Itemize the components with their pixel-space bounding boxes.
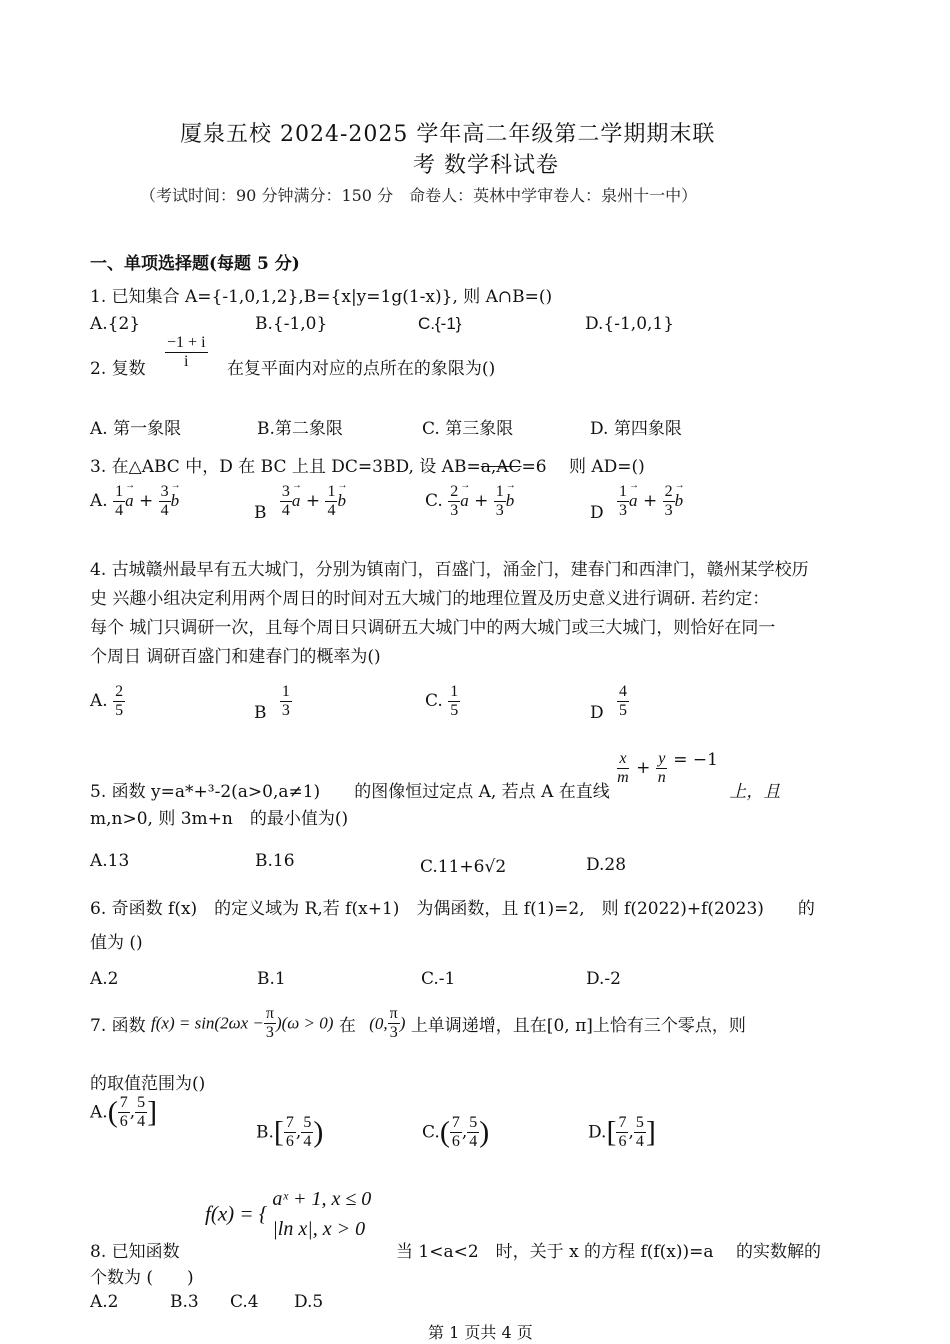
q3-c-coef1-den: 3 [450, 502, 459, 519]
q5-y-num: y [658, 750, 666, 767]
q5-stem-a: 5. 函数 y=a*+³-2(a>0,a≠1) 的图像恒过定点 A, 若点 A 在直线 [90, 782, 610, 802]
title-line-1: 厦泉五校 2024-2025 学年高二年级第二学期期末联 [180, 122, 716, 147]
q7-option-d: D.[ $\frac{7}{6}$ , $\frac{5}{4}$ ] [588, 1114, 656, 1150]
question-8-line-2: 个数为 ( ) [90, 1268, 194, 1288]
q7-d-high-den: 4 [635, 1133, 644, 1150]
q4-option-c [425, 683, 460, 720]
q7-b-left-bracket: [ [273, 1115, 284, 1149]
q7-a-low-den: 6 [119, 1113, 128, 1130]
q2-stem-rest: 在复平面内对应的点所在的象限为() [226, 359, 496, 379]
q7-in: 在 [338, 1016, 356, 1036]
q7-interval-close: ) [399, 1013, 406, 1033]
q6-option-a: A.2 [90, 969, 119, 989]
plus-sign: + [305, 491, 321, 511]
q7-b-low-den: 6 [285, 1133, 294, 1150]
q7-b-high-den: 4 [303, 1133, 312, 1150]
q7-a-low-num: 7 [119, 1094, 128, 1111]
q3-option-d [590, 483, 684, 523]
vector-b: → b [337, 491, 346, 511]
exam-info: （考试时间：90 分钟满分：150 分 命卷人：英林中学审卷人：泉州十一中） [140, 186, 698, 205]
q3-stem-b: =6 则 AD=() [521, 457, 645, 477]
q4-a-num: 2 [115, 683, 124, 700]
q7-c-low-num: 7 [451, 1114, 460, 1131]
section-heading: 一、单项选择题(每题 5 分) [90, 254, 300, 274]
q8-case-2: |ln x|, x > 0 [272, 1218, 366, 1240]
q7-option-d-label: D. [588, 1122, 607, 1143]
q7-c-right-bracket: ) [479, 1115, 490, 1149]
question-6-line-2: 值为 () [90, 933, 143, 953]
q8-option-a: A.2 [90, 1292, 119, 1312]
q3-d-coef2-den: 3 [664, 502, 673, 519]
q7-option-c-label: C. [422, 1122, 440, 1143]
q2-fraction-numerator: −1 + i [167, 334, 206, 351]
q4-d-den: 5 [619, 702, 628, 719]
q4-c-num: 1 [450, 683, 459, 700]
q3-a-coef1-num: 1 [115, 483, 124, 500]
question-4-line-3: 每个 城门只调研一次，且每个周日只调研五大城门中的两大城门或三大城门，则恰好在同一 [90, 618, 776, 638]
q3-option-c [425, 483, 514, 520]
q7-c-left-bracket: ( [439, 1115, 450, 1149]
vector-b: → b [675, 491, 684, 511]
vector-a: → a [460, 491, 469, 511]
q3-c-coef2-den: 3 [495, 502, 504, 519]
vector-a: → a [629, 491, 638, 511]
q7-b-right-bracket: ) [313, 1115, 324, 1149]
q7-d-low-num: 7 [618, 1114, 627, 1131]
q7-d-left-bracket: [ [606, 1115, 617, 1149]
q7-a-right-bracket: ] [147, 1095, 158, 1129]
q5-equals: = −1 [673, 750, 718, 770]
q3-a-coef2-den: 4 [160, 502, 169, 519]
question-8-stem-rest: 当 1<a<2 时，关于 x 的方程 f(f(x))=a 的实数解的 [396, 1242, 821, 1262]
q7-a-high-num: 5 [137, 1094, 146, 1111]
q3-option-b [254, 483, 346, 523]
q2-fraction-denominator: i [184, 353, 189, 370]
q6-option-c: C.-1 [421, 969, 456, 989]
question-5-stem [90, 750, 781, 802]
q7-a-left-bracket: ( [107, 1095, 118, 1129]
q4-option-a-label: A. [90, 691, 108, 711]
q7-d-right-bracket: ] [645, 1115, 656, 1149]
q4-option-c-label: C. [425, 691, 443, 711]
vector-b: → b [506, 491, 515, 511]
question-8-number: 8. 已知函数 [90, 1242, 180, 1262]
q2-number: 2. 复数 [90, 359, 146, 379]
q7-option-b-label: B. [256, 1122, 274, 1143]
title-line-2: 考 数学科试卷 [413, 153, 559, 178]
q7-number: 7. 函数 [90, 1016, 146, 1036]
plus-sign: + [474, 491, 489, 511]
q7-pi-num: π [265, 1005, 274, 1022]
q3-a-coef2-num: 3 [160, 483, 169, 500]
q4-option-d [590, 683, 629, 723]
q4-b-num: 1 [281, 683, 290, 700]
vector-a: → a [125, 491, 134, 511]
q3-option-d-label: D [590, 503, 604, 523]
q7-d-high-num: 5 [635, 1114, 644, 1131]
q5-stem-b: 上，且 [729, 782, 781, 801]
plus-sign: + [642, 491, 658, 511]
q3-b-coef1-num: 3 [281, 483, 290, 500]
q3-c-coef2-num: 1 [495, 483, 504, 500]
question-6-line-1: 6. 奇函数 f(x) 的定义域为 R,若 f(x+1) 为偶函数，且 f(1)=2, 则 f(2022)+f(2023) 的 [90, 899, 815, 919]
question-7-line-2: 的取值范围为() [90, 1074, 206, 1094]
q4-option-b-label: B [254, 703, 267, 723]
q7-c-high-num: 5 [469, 1114, 478, 1131]
vector-b: → b [171, 491, 180, 511]
q7-interval-pi-num: π [389, 1005, 398, 1022]
question-4-line-2: 史 兴趣小组决定利用两个周日的时间对五大城门的地理位置及历史意义进行调研. 若约定： [90, 589, 770, 609]
q8-option-b: B.3 [170, 1292, 199, 1312]
q7-interval-pi-den: 3 [389, 1024, 398, 1041]
q7-b-high-num: 5 [303, 1114, 312, 1131]
q1-option-c: C.{-1} [418, 314, 462, 333]
plus-sign: + [636, 758, 651, 778]
q3-c-coef1-num: 2 [450, 483, 459, 500]
q8-case-1: aˣ + 1, x ≤ 0 [272, 1188, 372, 1210]
q3-d-coef1-num: 1 [619, 483, 628, 500]
q5-n-den: n [657, 769, 666, 786]
question-4-line-1: 4. 古城赣州最早有五大城门，分别为镇南门，百盛门，涌金门，建春门和西津门，赣州某学校历 [90, 560, 809, 580]
q2-option-b: B.第二象限 [257, 419, 343, 439]
question-5-line-2: m,n>0, 则 3m+n 的最小值为() [90, 809, 349, 829]
q2-option-c: C. 第三象限 [422, 419, 514, 439]
q7-option-b: B.[ $\frac{7}{6}$ , $\frac{5}{4}$ ) [256, 1114, 324, 1150]
q7-function: f(x) = sin(2ωx − [151, 1013, 264, 1033]
q4-option-a [90, 683, 125, 720]
q3-b-coef1-den: 4 [281, 502, 290, 519]
q3-stem-a: 3. 在△ABC 中，D 在 BC 上且 DC=3BD, 设 AB= [90, 457, 481, 477]
q7-b-low-num: 7 [285, 1114, 294, 1131]
q8-option-c: C.4 [230, 1292, 259, 1312]
q7-c-low-den: 6 [451, 1133, 460, 1150]
q7-condition: )(ω > 0) [275, 1013, 334, 1033]
q2-option-d: D. 第四象限 [590, 419, 682, 439]
q3-option-c-label: C. [425, 491, 443, 511]
q7-c-high-den: 4 [469, 1133, 478, 1150]
q2-option-a: A. 第一象限 [90, 419, 182, 439]
q2-fraction [165, 334, 208, 371]
q8-fx: f(x) = { [205, 1201, 268, 1226]
question-7-stem [90, 1005, 746, 1042]
q4-b-den: 3 [281, 702, 290, 719]
q5-option-d: D.28 [586, 855, 627, 875]
q3-d-coef2-num: 2 [664, 483, 673, 500]
q8-option-d: D.5 [294, 1292, 324, 1312]
q3-d-coef1-den: 3 [619, 502, 628, 519]
question-2-stem [90, 334, 496, 385]
q7-d-low-den: 6 [618, 1133, 627, 1150]
q6-option-b: B.1 [257, 969, 286, 989]
q5-m-den: m [617, 769, 629, 786]
q1-option-d: D.{-1,0,1} [585, 314, 675, 334]
q7-a-high-den: 4 [137, 1113, 146, 1130]
q4-option-d-label: D [590, 703, 604, 723]
question-1-stem: 1. 已知集合 A={-1,0,1,2},B={x|y=1g(1-x)}, 则 A∩B=() [90, 287, 553, 307]
q3-option-a [90, 483, 179, 520]
q7-interval-open: (0, [369, 1013, 388, 1033]
q4-d-num: 4 [619, 683, 628, 700]
q7-option-a-label: A. [90, 1102, 108, 1123]
q1-option-a: A.{2} [90, 314, 141, 334]
q8-cases [272, 1184, 371, 1244]
q7-option-c: C.( $\frac{7}{6}$ , $\frac{5}{4}$ ) [422, 1114, 490, 1150]
q6-option-d: D.-2 [586, 969, 621, 989]
q4-a-den: 5 [115, 702, 124, 719]
plus-sign: + [139, 491, 154, 511]
q3-stem-struck: a,AC [480, 457, 522, 477]
page-footer: 第 1 页共 4 页 [428, 1323, 533, 1342]
q7-pi-den: 3 [265, 1024, 274, 1041]
question-3-stem [90, 452, 645, 477]
vector-a: → a [292, 491, 301, 511]
q5-option-c: C.11+6√2 [420, 857, 507, 877]
q3-b-coef2-num: 1 [327, 483, 336, 500]
q7-stem-rest: 上单调递增，且在[0, π]上恰有三个零点，则 [410, 1016, 746, 1036]
q3-option-a-label: A. [90, 491, 108, 511]
q8-piecewise-function [205, 1184, 371, 1244]
q5-option-b: B.16 [255, 851, 295, 871]
q5-x-num: x [619, 750, 627, 767]
q3-option-b-label: B [254, 503, 267, 523]
q3-b-coef2-den: 4 [327, 502, 336, 519]
question-4-line-4: 个周日 调研百盛门和建春门的概率为() [90, 647, 381, 667]
q7-option-a: A.( $\frac{7}{6}$ , $\frac{5}{4}$ ] [90, 1094, 158, 1130]
q1-option-b: B.{-1,0} [255, 314, 328, 334]
q4-option-b [254, 683, 292, 723]
q5-option-a: A.13 [90, 851, 130, 871]
q3-a-coef1-den: 4 [115, 502, 124, 519]
q4-c-den: 5 [450, 702, 459, 719]
